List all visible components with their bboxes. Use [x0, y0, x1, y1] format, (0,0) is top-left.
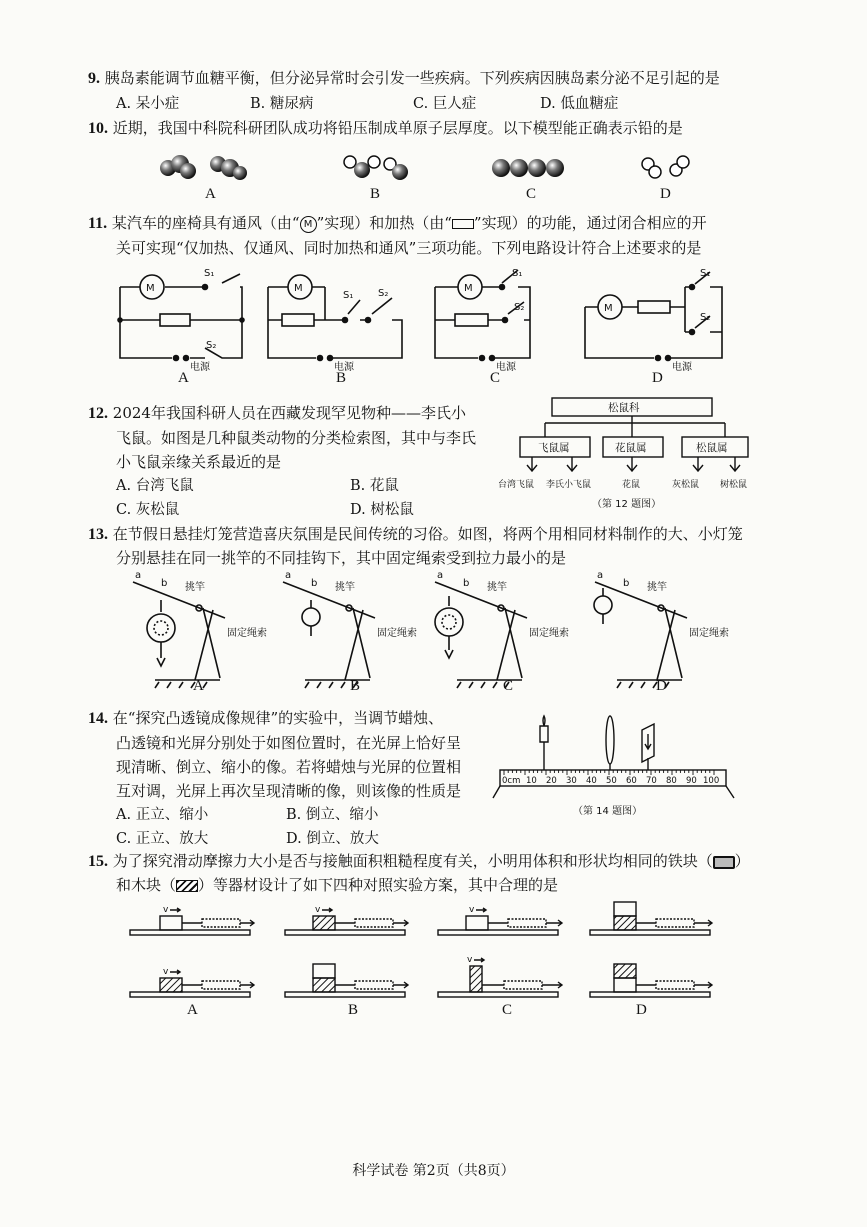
model-c: [492, 159, 564, 177]
model-a: [160, 155, 247, 180]
q11-circuits: [110, 262, 750, 372]
a-mark-b: a: [285, 570, 292, 581]
experiment-a-top: [130, 908, 254, 935]
question-15-line-2: 和木块（ ）等器材设计了如下四种对照实验方案，其中合理的是: [116, 876, 559, 894]
model-b: [344, 156, 408, 180]
q9-option-d: D. 低血糖症: [540, 96, 619, 112]
rope-label-d: 固定绳索: [689, 628, 729, 639]
heater-symbol-icon: [452, 219, 474, 229]
question-13: 13. 在节假日悬挂灯笼营造喜庆氛围是民间传统的习俗。如图，将两个用相同材料制作的大、小灯笼: [88, 525, 743, 543]
rope-label-b: 固定绳索: [377, 628, 417, 639]
experiment-d-top: [590, 902, 712, 935]
q9-option-a: A. 呆小症: [116, 96, 180, 112]
motor-symbol-icon: M: [300, 216, 317, 233]
q13-label-c: C: [503, 678, 514, 694]
switch-s1-d: S₁: [700, 268, 711, 279]
lantern-diagram-a: [133, 582, 225, 688]
pole-label-c: 挑竿: [487, 582, 507, 593]
q13-label-b: B: [350, 678, 361, 694]
q15-label-d: D: [636, 1002, 647, 1018]
experiment-d-bottom: [590, 964, 712, 997]
experiment-b-top: [285, 908, 408, 935]
page-footer: 科学试卷 第2页（共8页）: [352, 1163, 515, 1179]
model-d: [642, 156, 689, 178]
question-10: 10. 近期，我国中科院科研团队成功将铅压制成单原子层厚度。以下模型能正确表示铅的是: [88, 119, 683, 137]
rope-label-a: 固定绳索: [227, 628, 267, 639]
rope-label-c: 固定绳索: [529, 628, 569, 639]
tree-genus-3: 松鼠属: [696, 442, 728, 454]
question-15: 15. 为了探究滑动摩擦力大小是否与接触面积粗糙程度有关，小明用体积和形状均相同的铁块（ ）: [88, 852, 750, 870]
tree-species-1: 台湾飞鼠: [498, 480, 535, 490]
q10-atom-models: [150, 152, 710, 192]
question-12-line-3: 小飞鼠亲缘关系最近的是: [116, 453, 282, 471]
source-c: 电源: [496, 362, 516, 373]
question-14: 14. 在“探究凸透镜成像规律”的实验中，当调节蜡烛、: [88, 709, 444, 727]
b-mark-d: b: [623, 578, 630, 589]
question-11-line-2: 关可实现“仅加热、仅通风、同时加热和通风”三项功能。下列电路设计符合上述要求的是: [116, 239, 702, 257]
experiment-c-bottom: [438, 958, 562, 997]
pole-label-d: 挑竿: [647, 582, 667, 593]
v-label-3: v: [469, 905, 475, 915]
pole-label-b: 挑竿: [335, 582, 355, 593]
q12-classification-tree: [500, 395, 760, 515]
q10-label-a: A: [205, 186, 216, 202]
question-9: 9. 胰岛素能调节血糖平衡，但分泌异常时会引发一些疾病。下列疾病因胰岛素分泌不足引起的是: [88, 69, 720, 87]
v-label-5: v: [467, 955, 473, 965]
tree-family: 松鼠科: [608, 402, 640, 414]
switch-s1-a: S₁: [204, 268, 215, 279]
question-12-line-2: 飞鼠。如图是几种鼠类动物的分类检索图，其中与李氏: [116, 429, 477, 447]
question-14-line-2: 凸透镜和光屏分别处于如图位置时，在光屏上恰好呈: [116, 734, 462, 752]
bench-tick-80: 80: [666, 776, 677, 786]
q11-label-a: A: [178, 370, 189, 386]
iron-block-icon: [713, 856, 735, 869]
question-13-line-2: 分别悬挂在同一挑竿的不同挂钩下，其中固定绳索受到拉力最小的是: [116, 549, 567, 567]
pole-label-a: 挑竿: [185, 582, 205, 593]
switch-s2-c: S₂: [514, 302, 525, 313]
q12-option-a: A. 台湾飞鼠: [116, 478, 194, 494]
source-a: 电源: [190, 362, 210, 373]
bench-tick-0: 0cm: [502, 776, 521, 786]
q15-friction-experiments: [130, 900, 730, 1010]
question-14-line-3: 现清晰、倒立、缩小的像。若将蜡烛与光屏的位置相: [116, 758, 462, 776]
experiment-b-bottom: [285, 964, 408, 997]
q12-option-c: C. 灰松鼠: [116, 502, 180, 518]
q14-option-a: A. 正立、缩小: [116, 807, 209, 823]
bench-tick-20: 20: [546, 776, 557, 786]
q14-optical-bench: [488, 712, 738, 822]
experiment-a-bottom: [130, 970, 254, 997]
bench-tick-40: 40: [586, 776, 597, 786]
bench-tick-10: 10: [526, 776, 537, 786]
q13-label-d: D: [656, 678, 667, 694]
b-mark-c: b: [463, 578, 470, 589]
q15-label-c: C: [502, 1002, 513, 1018]
v-label-4: v: [163, 967, 169, 977]
switch-s1-c: S₁: [512, 268, 523, 279]
v-label-1: v: [163, 905, 169, 915]
switch-s2-b: S₂: [378, 288, 389, 299]
switch-s1-b: S₁: [343, 290, 354, 301]
tree-species-4: 灰松鼠: [672, 480, 700, 490]
b-mark-a: b: [161, 578, 168, 589]
motor-b: M: [294, 283, 303, 294]
q9-option-b: B. 糖尿病: [250, 96, 314, 112]
a-mark-a: a: [135, 570, 142, 581]
tree-species-3: 花鼠: [622, 480, 641, 490]
bench-tick-60: 60: [626, 776, 637, 786]
q10-label-c: C: [526, 186, 537, 202]
q12-caption: （第 12 题图）: [592, 499, 662, 510]
tree-genus-2: 花鼠属: [615, 442, 647, 454]
q15-label-a: A: [187, 1002, 198, 1018]
lantern-diagram-b: [283, 582, 375, 688]
tree-species-2: 李氏小飞鼠: [546, 480, 592, 490]
q12-option-d: D. 树松鼠: [350, 502, 414, 518]
question-14-line-4: 互对调，光屏上再次呈现清晰的像，则该像的性质是: [116, 782, 462, 800]
circuit-a: [118, 274, 244, 361]
q10-label-d: D: [660, 186, 671, 202]
source-d: 电源: [672, 362, 692, 373]
motor-a: M: [146, 283, 155, 294]
switch-s2-d: S₂: [700, 312, 711, 323]
q12-option-b: B. 花鼠: [350, 478, 399, 494]
q11-label-d: D: [652, 370, 663, 386]
bench-tick-30: 30: [566, 776, 577, 786]
q11-label-c: C: [490, 370, 501, 386]
v-label-2: v: [315, 905, 321, 915]
bench-tick-50: 50: [606, 776, 617, 786]
lantern-diagram-c: [435, 582, 527, 688]
b-mark-b: b: [311, 578, 318, 589]
circuit-c: [435, 270, 530, 361]
question-11: 11. 某汽车的座椅具有通风（由“ M ”实现）和加热（由“ ”实现）的功能，通过闭合相应的开: [88, 214, 707, 232]
q14-option-c: C. 正立、放大: [116, 831, 209, 847]
q15-label-b: B: [348, 1002, 359, 1018]
wood-block-icon: [176, 880, 198, 892]
q10-label-b: B: [370, 186, 381, 202]
q14-caption: （第 14 题图）: [573, 806, 643, 817]
switch-s2-a: S₂: [206, 340, 217, 351]
motor-d: M: [604, 303, 613, 314]
question-12: 12. 2024年我国科研人员在西藏发现罕见物种——李氏小: [88, 404, 466, 422]
tree-species-5: 树松鼠: [720, 480, 748, 490]
a-mark-c: a: [437, 570, 444, 581]
q11-label-b: B: [336, 370, 347, 386]
lantern-diagram-d: [594, 582, 687, 688]
experiment-c-top: [438, 908, 562, 935]
q14-option-b: B. 倒立、缩小: [286, 807, 379, 823]
source-b: 电源: [334, 362, 354, 373]
bench-tick-90: 90: [686, 776, 697, 786]
tree-genus-1: 飞鼠属: [538, 442, 570, 454]
q14-option-d: D. 倒立、放大: [286, 831, 379, 847]
bench-tick-70: 70: [646, 776, 657, 786]
bench-tick-100: 100: [703, 776, 720, 786]
q13-label-a: A: [193, 678, 204, 694]
q9-option-c: C. 巨人症: [413, 96, 477, 112]
motor-c: M: [464, 283, 473, 294]
a-mark-d: a: [597, 570, 604, 581]
